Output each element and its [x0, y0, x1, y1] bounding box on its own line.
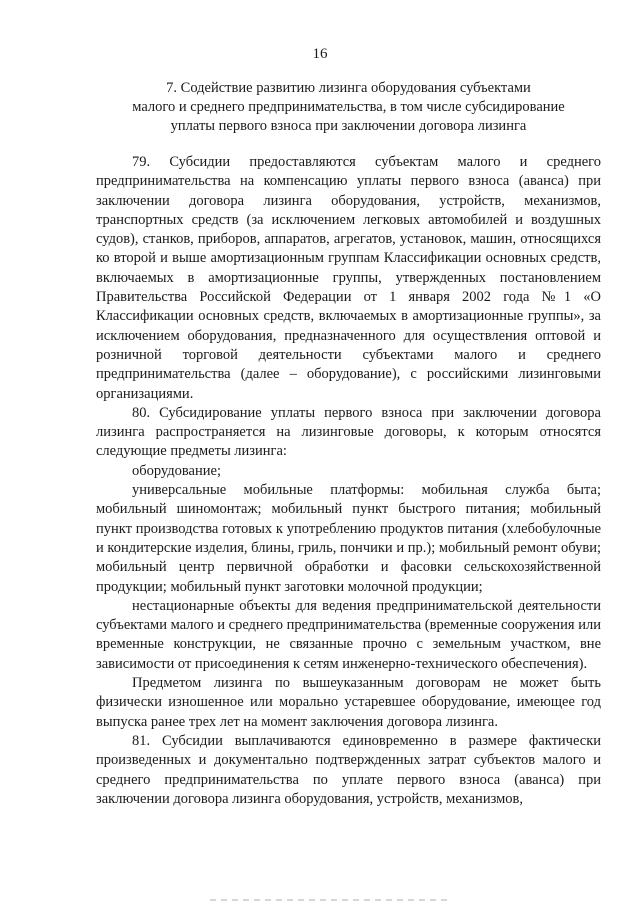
list-item-non-stationary-objects: нестационарные объекты для ведения предпринимательской деятельности субъектами малого и среднего предпринимательства (временные сооружения или временные конструкции, не связанные прочно с земельным участком, вне зависимости от присоединения к сетям инженерно-технического обеспечения). [96, 597, 601, 672]
paragraph-leasing-restriction: Предметом лизинга по вышеуказанным договорам не может быть физически изношенное или морально устаревшее оборудование, имеющее год выпуска ранее трех лет на момент заключения договора лизинга. [96, 675, 601, 730]
page-number: 16 [312, 46, 328, 62]
paragraph-81: 81. Субсидии выплачиваются единовременно в размере фактически произведенных и документально подтвержденных затрат субъектов малого и среднего предпринимательства по уплате первого взноса (аванса) при заключении договора лизинга оборудования, устройств, механизмов, [96, 732, 601, 807]
paragraph-79: 79. Субсидии предоставляются субъектам малого и среднего предпринимательства на компенсацию уплаты первого взноса (аванса) при заключении договора лизинга оборудования, устройств, механизмов, транспортных средств (за исключением легковых автомобилей и воздушных судов), станков, приборов, аппаратов, агрегатов, установок, машин, относящихся ко второй и выше амортизационным группам Классификации основных средств, включаемых в амортизационные группы, утвержденных постановлением Правительства Российской Федерации от 1 января 2002 года №1 «О Классификации основных средств, включаемых в амортизационные группы», за исключением оборудования, предназначенного для осуществления оптовой и розничной торговой деятельности субъектами малого и среднего предпринимательства (далее – оборудование), с российскими лизинговыми организациями. [96, 154, 601, 402]
section-heading [96, 79, 601, 136]
paragraph-80: 80. Субсидирование уплаты первого взноса при заключении договора лизинга распространяется на лизинговые договоры, к которым относятся следующие предметы лизинга: [96, 404, 601, 460]
list-item-mobile-platforms: универсальные мобильные платформы: мобильная служба быта; мобильный шиномонтаж; мобильный пункт быстрого питания; мобильный пункт производства готовых к употреблению продуктов питания (хлебобулочные и кондитерские изделия, блины, гриль, пончики и пр.); мобильный ремонт обуви; мобильный центр первичной обработки и фасовки сельскохозяйственной продукции; мобильный пункт заготовки молочной продукции; [96, 482, 601, 595]
list-item-equipment: оборудование; [132, 462, 221, 479]
section-heading-line-1: 7. Содействие развитию лизинга оборудования субъектами [166, 80, 531, 96]
scan-artifact [210, 899, 450, 901]
section-heading-line-3: уплаты первого взноса при заключении договора лизинга [170, 118, 527, 134]
document-body [96, 153, 601, 809]
section-heading-line-2: малого и среднего предпринимательства, в том числе субсидирование [132, 99, 565, 115]
